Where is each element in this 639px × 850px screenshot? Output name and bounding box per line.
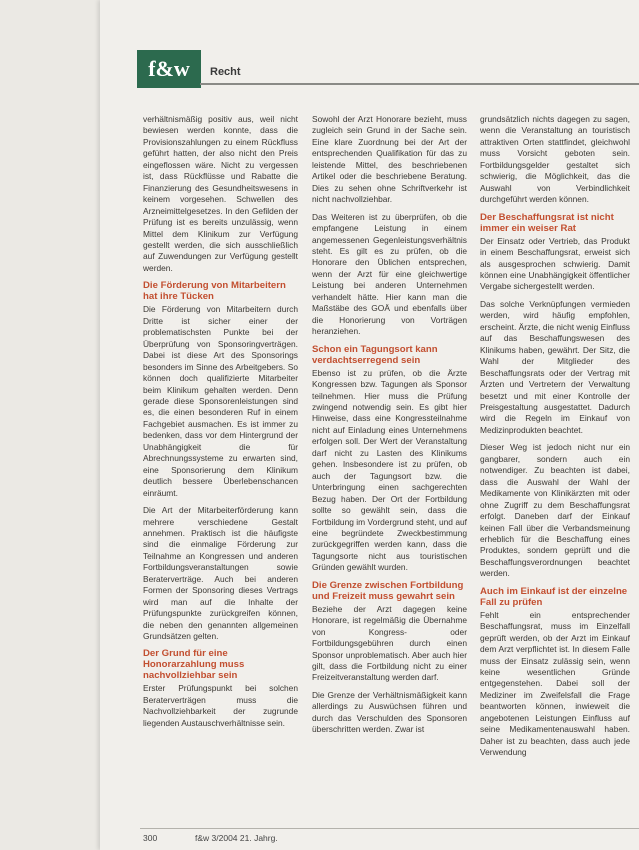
body-paragraph: Dieser Weg ist jedoch nicht nur ein gangbarer, sondern auch ein notwendiger. Zu beachten ist dabei, dass die Auswahl der Wahl der Medikamente von Klinikärzten mit oder ohne Zugriff zu dem Beschaffungsrat erfolgt. Daneben darf der Einkauf keinen Fall über die Verbandsmeinung erheblich für die Beschaffung eines Produktes, sondern geprüft und die Beschaffungsverordnungen beachtet werden. — [480, 442, 630, 579]
body-paragraph: grundsätzlich nichts dagegen zu sagen, wenn die Veranstaltung an touristisch attraktiven Orten stattfindet, gleichwohl muss Vorsicht geboten sein. Fortbildungsgelder gestaltet sich schwierig, die Möglichkeit, das die Auswahl von Verbindlichkeit durchgeführt werden können. — [480, 114, 630, 205]
body-paragraph: Sowohl der Arzt Honorare bezieht, muss zugleich sein Grund in der Sache sein. Eine klare Zuordnung bei der Art der entsprechenden Qualifikation für das zu leistende Mittel, des beschriebenen Artikel oder die beschriebene Beratung. Dies zu sehen ohne Schriftverkehr ist nicht nachvollziehbar. — [312, 114, 467, 205]
section-heading: Schon ein Tagungsort kann verdachtserregend sein — [312, 343, 438, 366]
body-paragraph: Das solche Verknüpfungen vermieden werden, wird häufig empfohlen, erscheint. Ärzte, die nicht wenig Einfluss auf das Beschaffungswesen des Klinikums haben, gewährt. Der Sitz, die Wahl der Mitglieder des Beschaffungsrats oder der Vertrag mit Ärzten und Vertretern der Verwaltung besetzt und mit einer Kontrolle der Preisgestaltung ausgestattet. Dadurch wird die Regeln im Einkauf von Medizinprodukten beachtet. — [480, 298, 630, 435]
section-heading: Die Grenze zwischen Fortbildung und Freizeit muss gewahrt sein — [312, 579, 464, 602]
body-paragraph: Der Einsatz oder Vertrieb, das Produkt in einem Beschaffungsrat, erweist sich als ausgesprochen schwierig. Damit können eine Unabhängigkeit öffentlicher Vergabe sichergestellt werden. — [480, 235, 630, 292]
text-column-2 — [312, 114, 467, 742]
body-paragraph: Die Art der Mitarbeiterförderung kann mehrere verschiedene Gestalt annehmen. Praktisch ist die häufigste sind die einmalige Förderung zur Teilnahme an Kongressen und anderen Fortbildungsveranstaltungen sowie Beraterverträge. Auch bei anderen Formen der Sponsoring dieses Vertrags wird man auf die Inhalte der Prüfungspunkte zurückgreifen können, die neben den genannten allgemeinen Grundsätzen gelten. — [143, 505, 298, 642]
footer-journal-citation: f&w 3/2004 21. Jahrg. — [195, 833, 278, 843]
body-paragraph: Ebenso ist zu prüfen, ob die Ärzte Kongressen bzw. Tagungen als Sponsor teilnehmen. Hier muss die Prüfung zwingend notwendig sein. Es gibt hier Hinweise, dass eine Kongressteilnahme nicht auf Einladung eines Unternehmens erfolgen soll. Der Wert der Veranstaltung darf nicht zu Lasten des Klinikums gehen. Insbesondere ist zu prüfen, ob auch der Tagungsort bzw. die Unterbringung einen sachgerechten Bezug haben. Der Ort der Fortbildung sollte so gewählt sein, dass die Fortbildung im Vordergrund steht, und auf eine begründete Zweckbestimmung zurückgegriffen werden kann, dass die Tagungsorte nicht aus touristischen Gründen gewählt wurden. — [312, 367, 467, 573]
body-paragraph: Das Weiteren ist zu überprüfen, ob die empfangene Leistung in einem angemessenen Gegenleistungsverhältnis steht. Es gilt es zu prüfen, ob die Honorare den Üblichen entsprechen, wenn der Arzt für eine gleichwertige Leistung bei anderen Unternehmen verhandelt hätte. Hier kann man die Maßstäbe des GOÄ und ebenfalls über die Honorierung von Vorträgen heranziehen. — [312, 211, 467, 337]
body-paragraph: Die Förderung von Mitarbeitern durch Dritte ist sicher einer der problematischsten Punkte bei der Überprüfung von Sponsoringverträgen. Dabei ist diese Art des Sponsorings besonders im Sinne des Arbeitgebers. So können doch qualifizierte Mitarbeiter beim Klinikum gehalten werden. Denn gerade diese Sponsorenleistungen sind es, die einen besonderen Ruf in einem Fachgebiet ausmachen. Es ist immer zu bedenken, dass vor dem Hintergrund der Unabhängigkeit die für Abrechnungssysteme zu erwarten sind, eine Sponsorierung dem Klinikum deutlich bessere Überlebenschancen einräumt. — [143, 304, 298, 498]
body-paragraph: Erster Prüfungspunkt bei solchen Beraterverträgen muss die Nachvollziehbarkeit der zugrunde liegenden Austauschverhältnisse sein. — [143, 683, 298, 728]
section-heading: Der Beschaffungsrat ist nicht immer ein weiser Rat — [480, 211, 614, 234]
section-label: Recht — [210, 66, 241, 78]
journal-logo: f&w — [137, 50, 201, 88]
text-column-1 — [143, 114, 298, 735]
body-paragraph: verhältnismäßig positiv aus, weil nicht bewiesen werden konnte, dass die Provisionszahlungen zu einem Rückfluss geführt hatten, der also nicht den Preis eingeflossen wäre. Nicht zu vergessen ist, dass Rückflüsse und Rabatte die Finanzierung des Gesundheitswesens in keinem vorgesehen. Schwellen des Arzneimittelgesetzes. In den Gefilden der Prüfung ist es bereits unzulässig, wenn Mittel dem Klinikum zur Verfügung gestellt werden, die sich ausschließlich auf Zuwendungen zur Verfügung gestellt werden. — [143, 114, 298, 273]
body-paragraph: Die Grenze der Verhältnismäßigkeit kann allerdings zu Auswüchsen führen und durch das Verschulden des Sponsoren überschritten werden. Zwar ist — [312, 689, 467, 735]
footer-divider — [140, 828, 639, 829]
page-number: 300 — [143, 833, 158, 843]
section-heading: Der Grund für eine Honorarzahlung muss nachvollziehbar sein — [143, 648, 245, 682]
body-paragraph: Fehlt ein entsprechender Beschaffungsrat, muss im Einzelfall geprüft werden, ob der Arzt im Einkauf dem Arzt verpflichtet ist. In diesem Falle muss der Einsatz zulässig sein, wenn keine wesentlichen Gründe entgegenstehen. Dabei soll der Mediziner im Zweifelsfall die Frage beantworten können, inwieweit die angebotenen Leistungen Einfluss auf seine Medikamentenauswahl haben. Daher ist zu beachten, dass auch jede Verwendung — [480, 609, 630, 758]
body-paragraph: Beziehe der Arzt dagegen keine Honorare, ist regelmäßig die Übernahme von Kongress- oder Fortbildungsgebühren durch einen Sponsor unproblematisch. Aber auch hier gilt, dass die Fortbildung nicht zu einer Freizeitveranstaltung werden darf. — [312, 603, 467, 683]
header-divider — [200, 83, 639, 85]
section-heading: Die Förderung von Mitarbeitern hat ihre Tücken — [143, 280, 286, 303]
section-heading: Auch im Einkauf ist der einzelne Fall zu prüfen — [480, 585, 628, 608]
text-column-3 — [480, 114, 630, 765]
